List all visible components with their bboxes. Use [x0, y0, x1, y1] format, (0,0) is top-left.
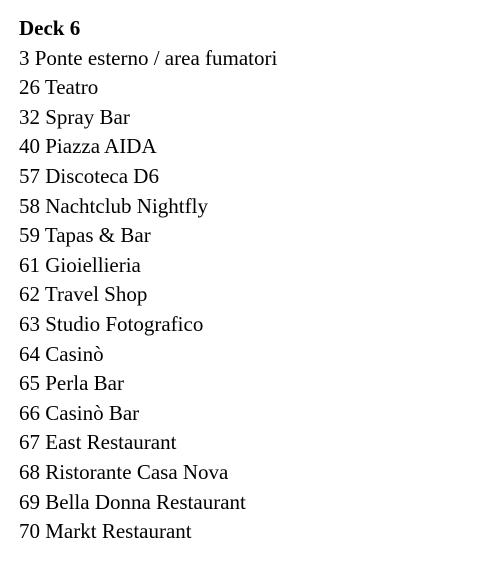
list-item: 69 Bella Donna Restaurant [19, 489, 246, 514]
list-item: 63 Studio Fotografico [19, 311, 204, 336]
list-item: 40 Piazza AIDA [19, 134, 157, 159]
list-item: 67 East Restaurant [19, 430, 177, 455]
list-item: 32 Spray Bar [19, 104, 130, 129]
list-item: 68 Ristorante Casa Nova [19, 459, 229, 484]
list-item: 61 Gioiellieria [19, 252, 141, 277]
list-item: 64 Casinò [19, 341, 104, 366]
list-item: 26 Teatro [19, 75, 99, 100]
list-item: 65 Perla Bar [19, 371, 124, 396]
list-item: 3 Ponte esterno / area fumatori [19, 45, 278, 70]
list-item: 57 Discoteca D6 [19, 163, 159, 188]
deck-document [19, 14, 490, 547]
venue-list [19, 44, 490, 547]
deck-title: Deck 6 [19, 16, 81, 40]
list-item: 59 Tapas & Bar [19, 223, 151, 248]
list-item: 58 Nachtclub Nightfly [19, 193, 208, 218]
list-item: 66 Casinò Bar [19, 400, 140, 425]
list-item: 62 Travel Shop [19, 282, 148, 307]
list-item: 70 Markt Restaurant [19, 519, 192, 544]
